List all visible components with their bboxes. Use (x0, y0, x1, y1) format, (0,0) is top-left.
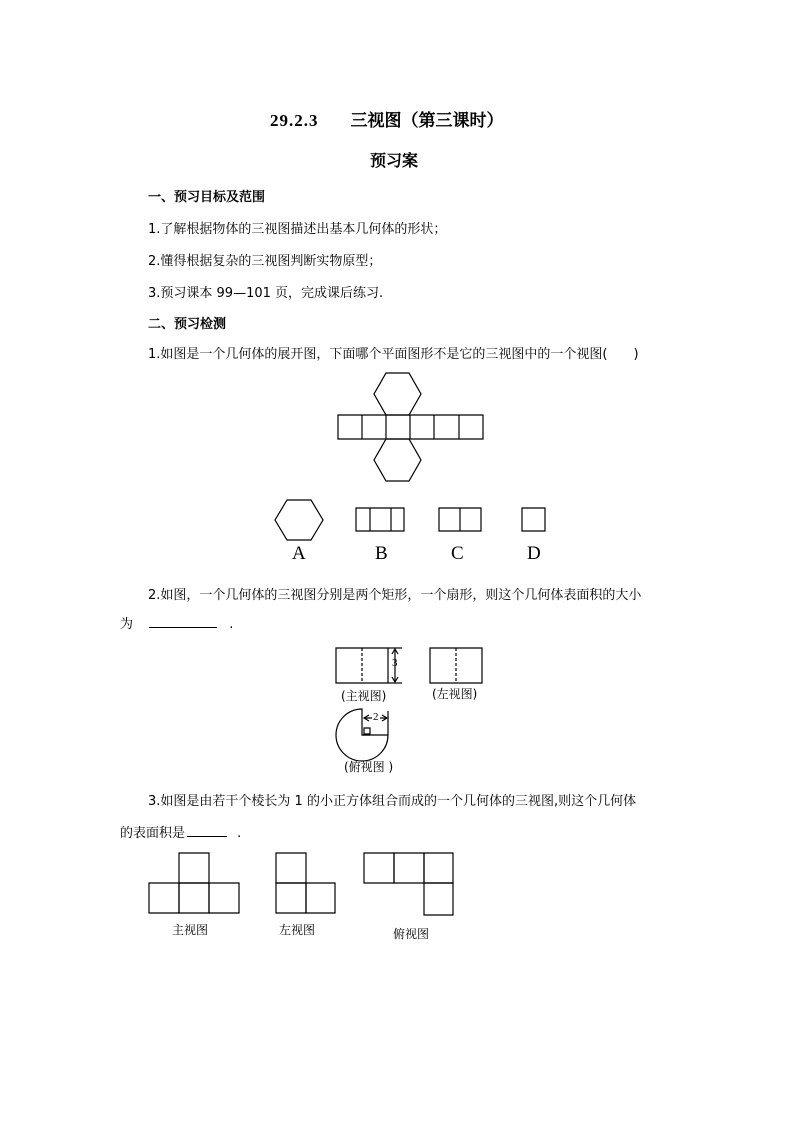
question-3-suffix: . (237, 826, 242, 841)
q3-left-caption: 左视图 (279, 923, 316, 937)
q3-top-row (364, 853, 394, 883)
question-2-prefix: 为 (120, 617, 134, 632)
q2-left-caption: (左视图) (432, 687, 478, 701)
q2-front-caption: (主视图) (341, 689, 387, 703)
q3-left-top (276, 853, 306, 883)
option-c-label: C (451, 543, 464, 564)
page-subtitle: 预习案 (370, 151, 419, 170)
q3-front-caption: 主视图 (172, 923, 209, 937)
title-text: 三视图（第三课时） (350, 111, 504, 131)
question-3-text-line1: 3.如图是由若干个棱长为 1 的小正方体组合而成的一个几何体的三视图,则这个几何体 (148, 794, 637, 809)
option-a-label: A (292, 543, 306, 564)
question-2-text-line1: 2.如图，一个几何体的三视图分别是两个矩形，一个扇形，则这个几何体表面积的大小 (148, 588, 642, 603)
goal-item-3: 3.预习课本 99—101 页，完成课后练习. (148, 286, 384, 301)
option-d-label: D (527, 543, 541, 564)
section2-heading: 二、预习检测 (148, 317, 227, 332)
option-b-label: B (375, 543, 388, 564)
section1-heading: 一、预习目标及范围 (148, 190, 266, 205)
question-2-suffix: . (229, 617, 234, 632)
section-number: 29.2.3 (270, 111, 319, 130)
goal-item-1: 1.了解根据物体的三视图描述出基本几何体的形状； (148, 222, 447, 237)
q3-top-caption: 俯视图 (393, 927, 430, 941)
q2-dim-radius: 2 (373, 711, 379, 723)
q3-front-top (179, 853, 209, 883)
q2-dim-height: 3 (392, 657, 398, 669)
q2-top-caption: (俯视图 ) (344, 760, 394, 774)
question-3-prefix: 的表面积是 (120, 826, 186, 841)
goal-item-2: 2.懂得根据复杂的三视图判断实物原型； (148, 254, 382, 269)
question-1-text: 1.如图是一个几何体的展开图，下面哪个平面图形不是它的三视图中的一个视图( ) (148, 347, 639, 362)
